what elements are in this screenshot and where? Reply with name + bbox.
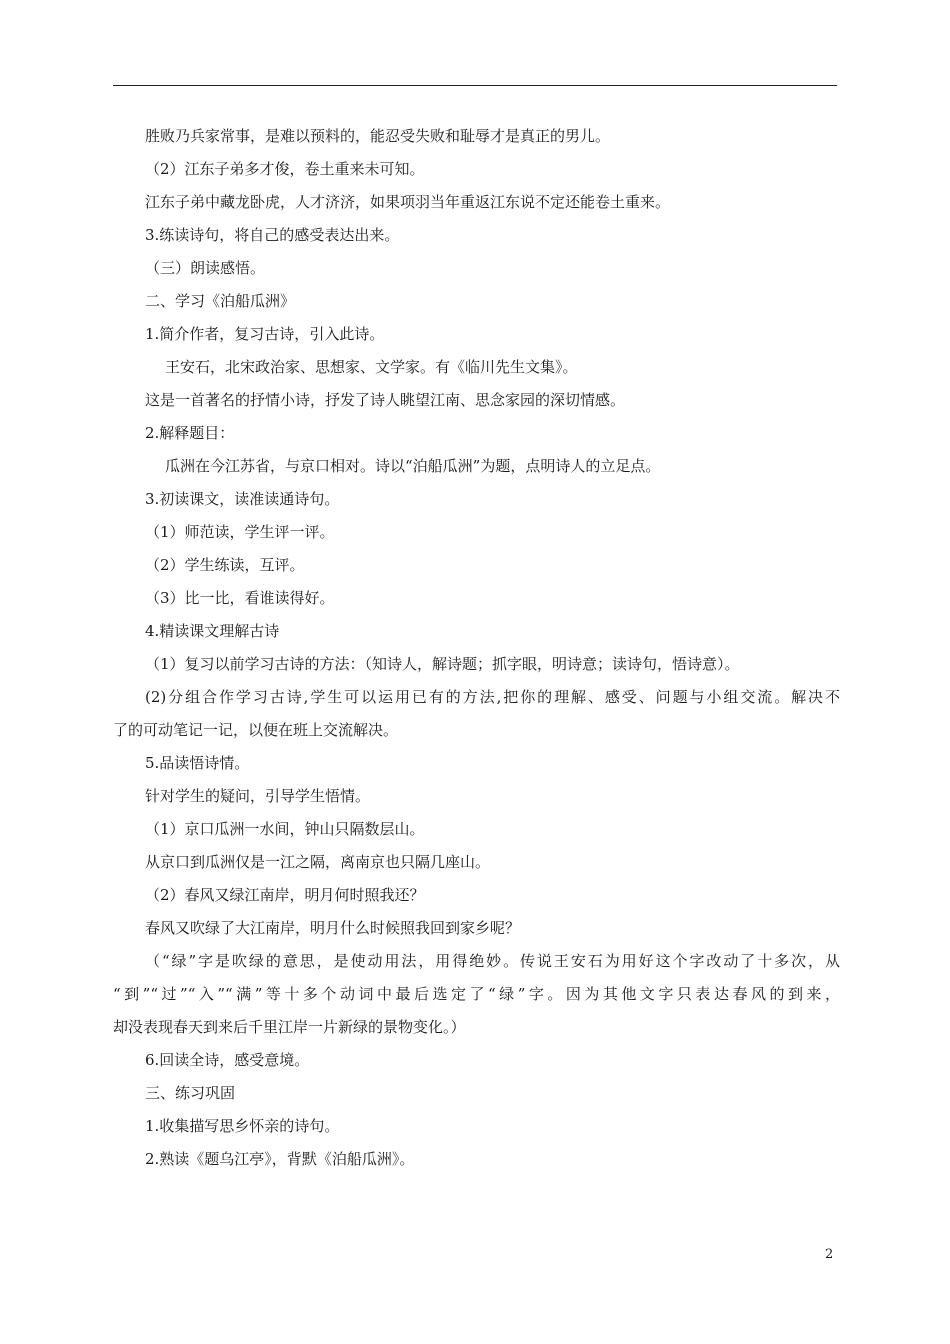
paragraph-line: 6.回读全诗，感受意境。 — [145, 1051, 310, 1069]
paragraph-line: 二、学习《泊船瓜洲》 — [145, 292, 296, 310]
paragraph-line: 1.简介作者，复习古诗，引入此诗。 — [145, 325, 385, 343]
paragraph-line: 这是一首著名的抒情小诗，抒发了诗人眺望江南、思念家园的深切情感。 — [145, 391, 626, 409]
paragraph-line: （三）朗读感悟。 — [145, 259, 266, 277]
paragraph-line: （1）京口瓜洲一水间，钟山只隔数层山。 — [145, 820, 425, 838]
paragraph-line: 了的可动笔记一记，以便在班上交流解决。 — [113, 721, 399, 739]
paragraph-line: 5.品读悟诗情。 — [145, 754, 250, 772]
paragraph-line: 瓜洲在今江苏省，与京口相对。诗以“泊船瓜洲”为题，点明诗人的立足点。 — [165, 457, 661, 475]
document-body — [113, 120, 840, 1176]
paragraph-line: 针对学生的疑问，引导学生悟情。 — [145, 787, 371, 805]
paragraph-line: (2)分组合作学习古诗,学生可以运用已有的方法,把你的理解、感受、问题与小组交流。解决不 — [145, 688, 840, 706]
paragraph-line: 春风又吹绿了大江南岸，明月什么时候照我回到家乡呢？ — [145, 919, 521, 937]
header-rule — [113, 85, 837, 86]
paragraph-line: 却没表现春天到来后千里江岸一片新绿的景物变化。） — [113, 1018, 466, 1036]
paragraph-line: （1）复习以前学习古诗的方法：（知诗人，解诗题；抓字眼，明诗意；读诗句，悟诗意）。 — [145, 655, 740, 673]
page-number: 2 — [825, 1247, 834, 1262]
paragraph-line: 3.初读课文，读准读通诗句。 — [145, 490, 340, 508]
paragraph-line: 2.熟读《题乌江亭》，背默《泊船瓜洲》。 — [145, 1150, 415, 1168]
paragraph-line: （3）比一比，看谁读得好。 — [145, 589, 335, 607]
paragraph-line: 胜败乃兵家常事，是难以预料的，能忍受失败和耻辱才是真正的男儿。 — [145, 127, 611, 145]
paragraph-line: 王安石，北宋政治家、思想家、文学家。有《临川先生文集》。 — [165, 358, 578, 376]
paragraph-line: （2）江东子弟多才俊，卷土重来未可知。 — [145, 160, 425, 178]
paragraph-line: （2）学生练读，互评。 — [145, 556, 305, 574]
paragraph-line: “到”“过”“入”“满”等十多个动词中最后选定了“绿”字。因为其他文字只表达春风的到来， — [113, 985, 840, 1003]
paragraph-line: 3.练读诗句，将自己的感受表达出来。 — [145, 226, 400, 244]
paragraph-line: 从京口到瓜洲仅是一江之隔，离南京也只隔几座山。 — [145, 853, 491, 871]
paragraph-line: （2）春风又绿江南岸，明月何时照我还？ — [145, 886, 425, 904]
paragraph-line: 江东子弟中藏龙卧虎，人才济济，如果项羽当年重返江东说不定还能卷土重来。 — [145, 193, 671, 211]
paragraph-line: （“绿”字是吹绿的意思，是使动用法，用得绝妙。传说王安石为用好这个字改动了十多次，从 — [145, 952, 840, 970]
paragraph-line: 4.精读课文理解古诗 — [145, 622, 280, 640]
paragraph-line: 三、练习巩固 — [145, 1084, 236, 1102]
paragraph-line: 2.解释题目： — [145, 424, 235, 442]
paragraph-line: 1.收集描写思乡怀亲的诗句。 — [145, 1117, 340, 1135]
paragraph-line: （1）师范读，学生评一评。 — [145, 523, 335, 541]
